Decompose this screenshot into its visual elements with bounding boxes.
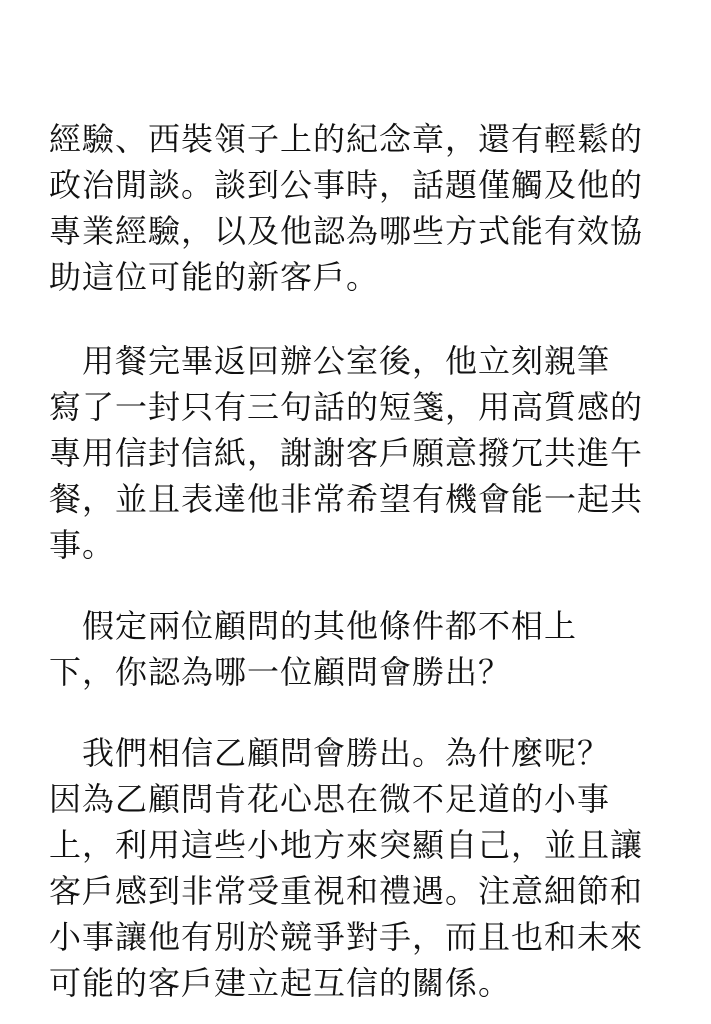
text-line: 專業經驗，以及他認為哪些方式能有效協 xyxy=(49,212,644,250)
paragraph-3 xyxy=(49,603,689,695)
paragraph-2 xyxy=(49,338,689,568)
text-line: 因為乙顧問肯花心思在微不足道的小事 xyxy=(49,780,611,818)
text-line: 可能的客戶建立起互信的關係。 xyxy=(49,964,512,1002)
text-line: 政治閒談。談到公事時，話題僅觸及他的 xyxy=(49,166,644,204)
text-line: 上，利用這些小地方來突顯自己，並且讓 xyxy=(49,826,644,864)
text-line: 餐，並且表達他非常希望有機會能一起共 xyxy=(49,480,644,518)
text-line: 下，你認為哪一位顧問會勝出？ xyxy=(49,653,512,691)
paragraph-4 xyxy=(49,730,689,1006)
paragraph-1 xyxy=(49,116,689,300)
text-line: 小事讓他有別於競爭對手，而且也和未來 xyxy=(49,918,644,956)
text-line: 用餐完畢返回辦公室後，他立刻親筆 xyxy=(49,342,611,380)
text-line: 專用信封信紙，謝謝客戶願意撥冗共進午 xyxy=(49,434,644,472)
text-line: 寫了一封只有三句話的短箋，用高質感的 xyxy=(49,388,644,426)
text-line: 事。 xyxy=(49,526,116,564)
text-line: 假定兩位顧問的其他條件都不相上 xyxy=(49,607,578,645)
text-line: 助這位可能的新客戶。 xyxy=(49,258,380,296)
text-line: 我們相信乙顧問會勝出。為什麼呢？ xyxy=(49,734,611,772)
text-line: 經驗、西裝領子上的紀念章，還有輕鬆的 xyxy=(49,120,644,158)
text-line: 客戶感到非常受重視和禮遇。注意細節和 xyxy=(49,872,644,910)
